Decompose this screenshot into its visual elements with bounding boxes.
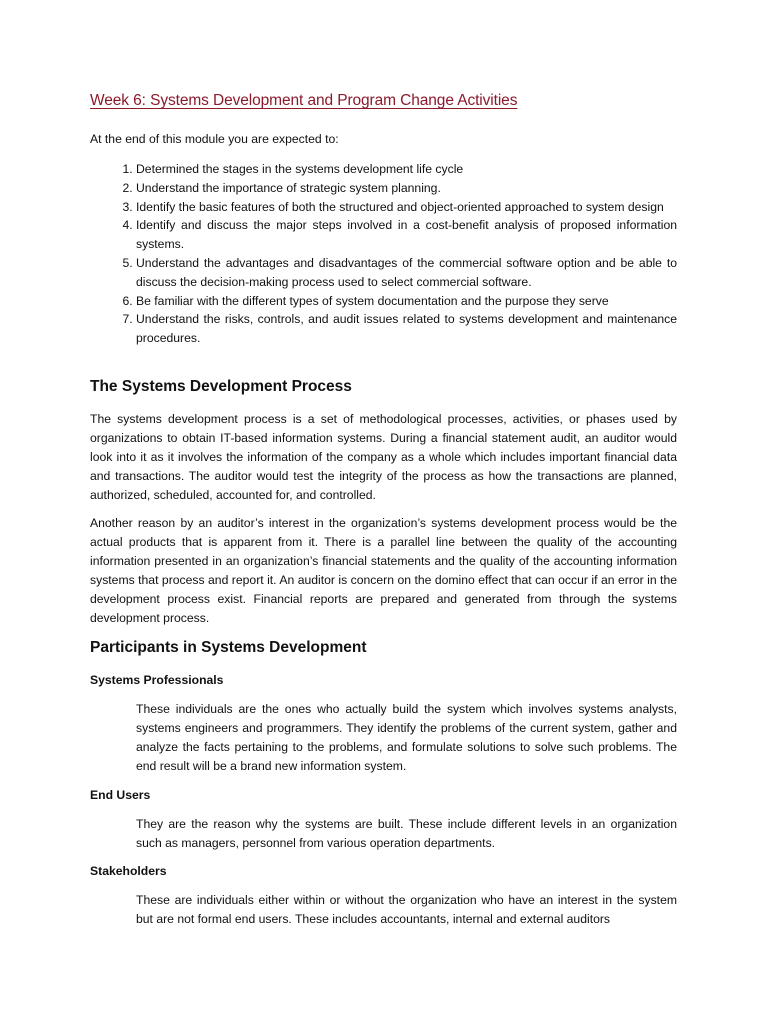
paragraph: These are individuals either within or without the organization who have an interest in the system but are not formal end users. These includes accountants, internal and external auditors (136, 893, 677, 926)
document-title: Week 6: Systems Development and Program Change Activities (90, 92, 518, 109)
subheading-stakeholders: Stakeholders (90, 864, 167, 878)
objective-item: 3. Identify the basic features of both the structured and object-oriented approached to system design (136, 198, 677, 217)
intro-text: At the end of this module you are expected to: (90, 132, 339, 146)
paragraph: They are the reason why the systems are built. These include different levels in an organization such as managers, personnel from various operation departments. (136, 817, 677, 850)
objective-item: 5. Understand the advantages and disadvantages of the commercial software option and be able to discuss the decision-making process used to select commercial software. (136, 254, 677, 292)
section-heading-development-process: The Systems Development Process (90, 378, 352, 395)
objective-item: 2. Understand the importance of strategic system planning. (136, 179, 677, 198)
objective-item: 1. Determined the stages in the systems development life cycle (136, 160, 677, 179)
subheading-systems-professionals: Systems Professionals (90, 673, 224, 687)
objective-item: 6. Be familiar with the different types of system documentation and the purpose they serve (136, 292, 677, 311)
paragraph: The systems development process is a set of methodological processes, activities, or phases used by organizations to obtain IT-based information systems. During a financial statement audit, an auditor would look into it as it involves the information of the company as a whole which includes important financial data and transactions. The auditor would test the integrity of the process as how the transactions are planned, authorized, scheduled, accounted for, and controlled. (90, 412, 677, 502)
paragraph: Another reason by an auditor’s interest in the organization’s systems development process would be the actual products that is apparent from it. There is a parallel line between the quality of the accounting information presented in an organization’s financial statements and the quality of the accounting information systems that process and report it. An auditor is concern on the domino effect that can occur if an error in the development process exist. Financial reports are prepared and generated from through the systems development process. (90, 516, 677, 625)
objective-item: 7. Understand the risks, controls, and audit issues related to systems development and maintenance procedures. (136, 310, 677, 348)
subheading-end-users: End Users (90, 788, 151, 802)
objectives-list (90, 160, 677, 348)
section-heading-participants: Participants in Systems Development (90, 639, 367, 656)
objective-item: 4. Identify and discuss the major steps involved in a cost-benefit analysis of proposed information systems. (136, 216, 677, 254)
paragraph: These individuals are the ones who actually build the system which involves systems analysts, systems engineers and programmers. They identify the problems of the current system, gather and analyze the facts pertaining to the problems, and formulate solutions to solve such problems. The end result will be a brand new information system. (136, 702, 677, 773)
